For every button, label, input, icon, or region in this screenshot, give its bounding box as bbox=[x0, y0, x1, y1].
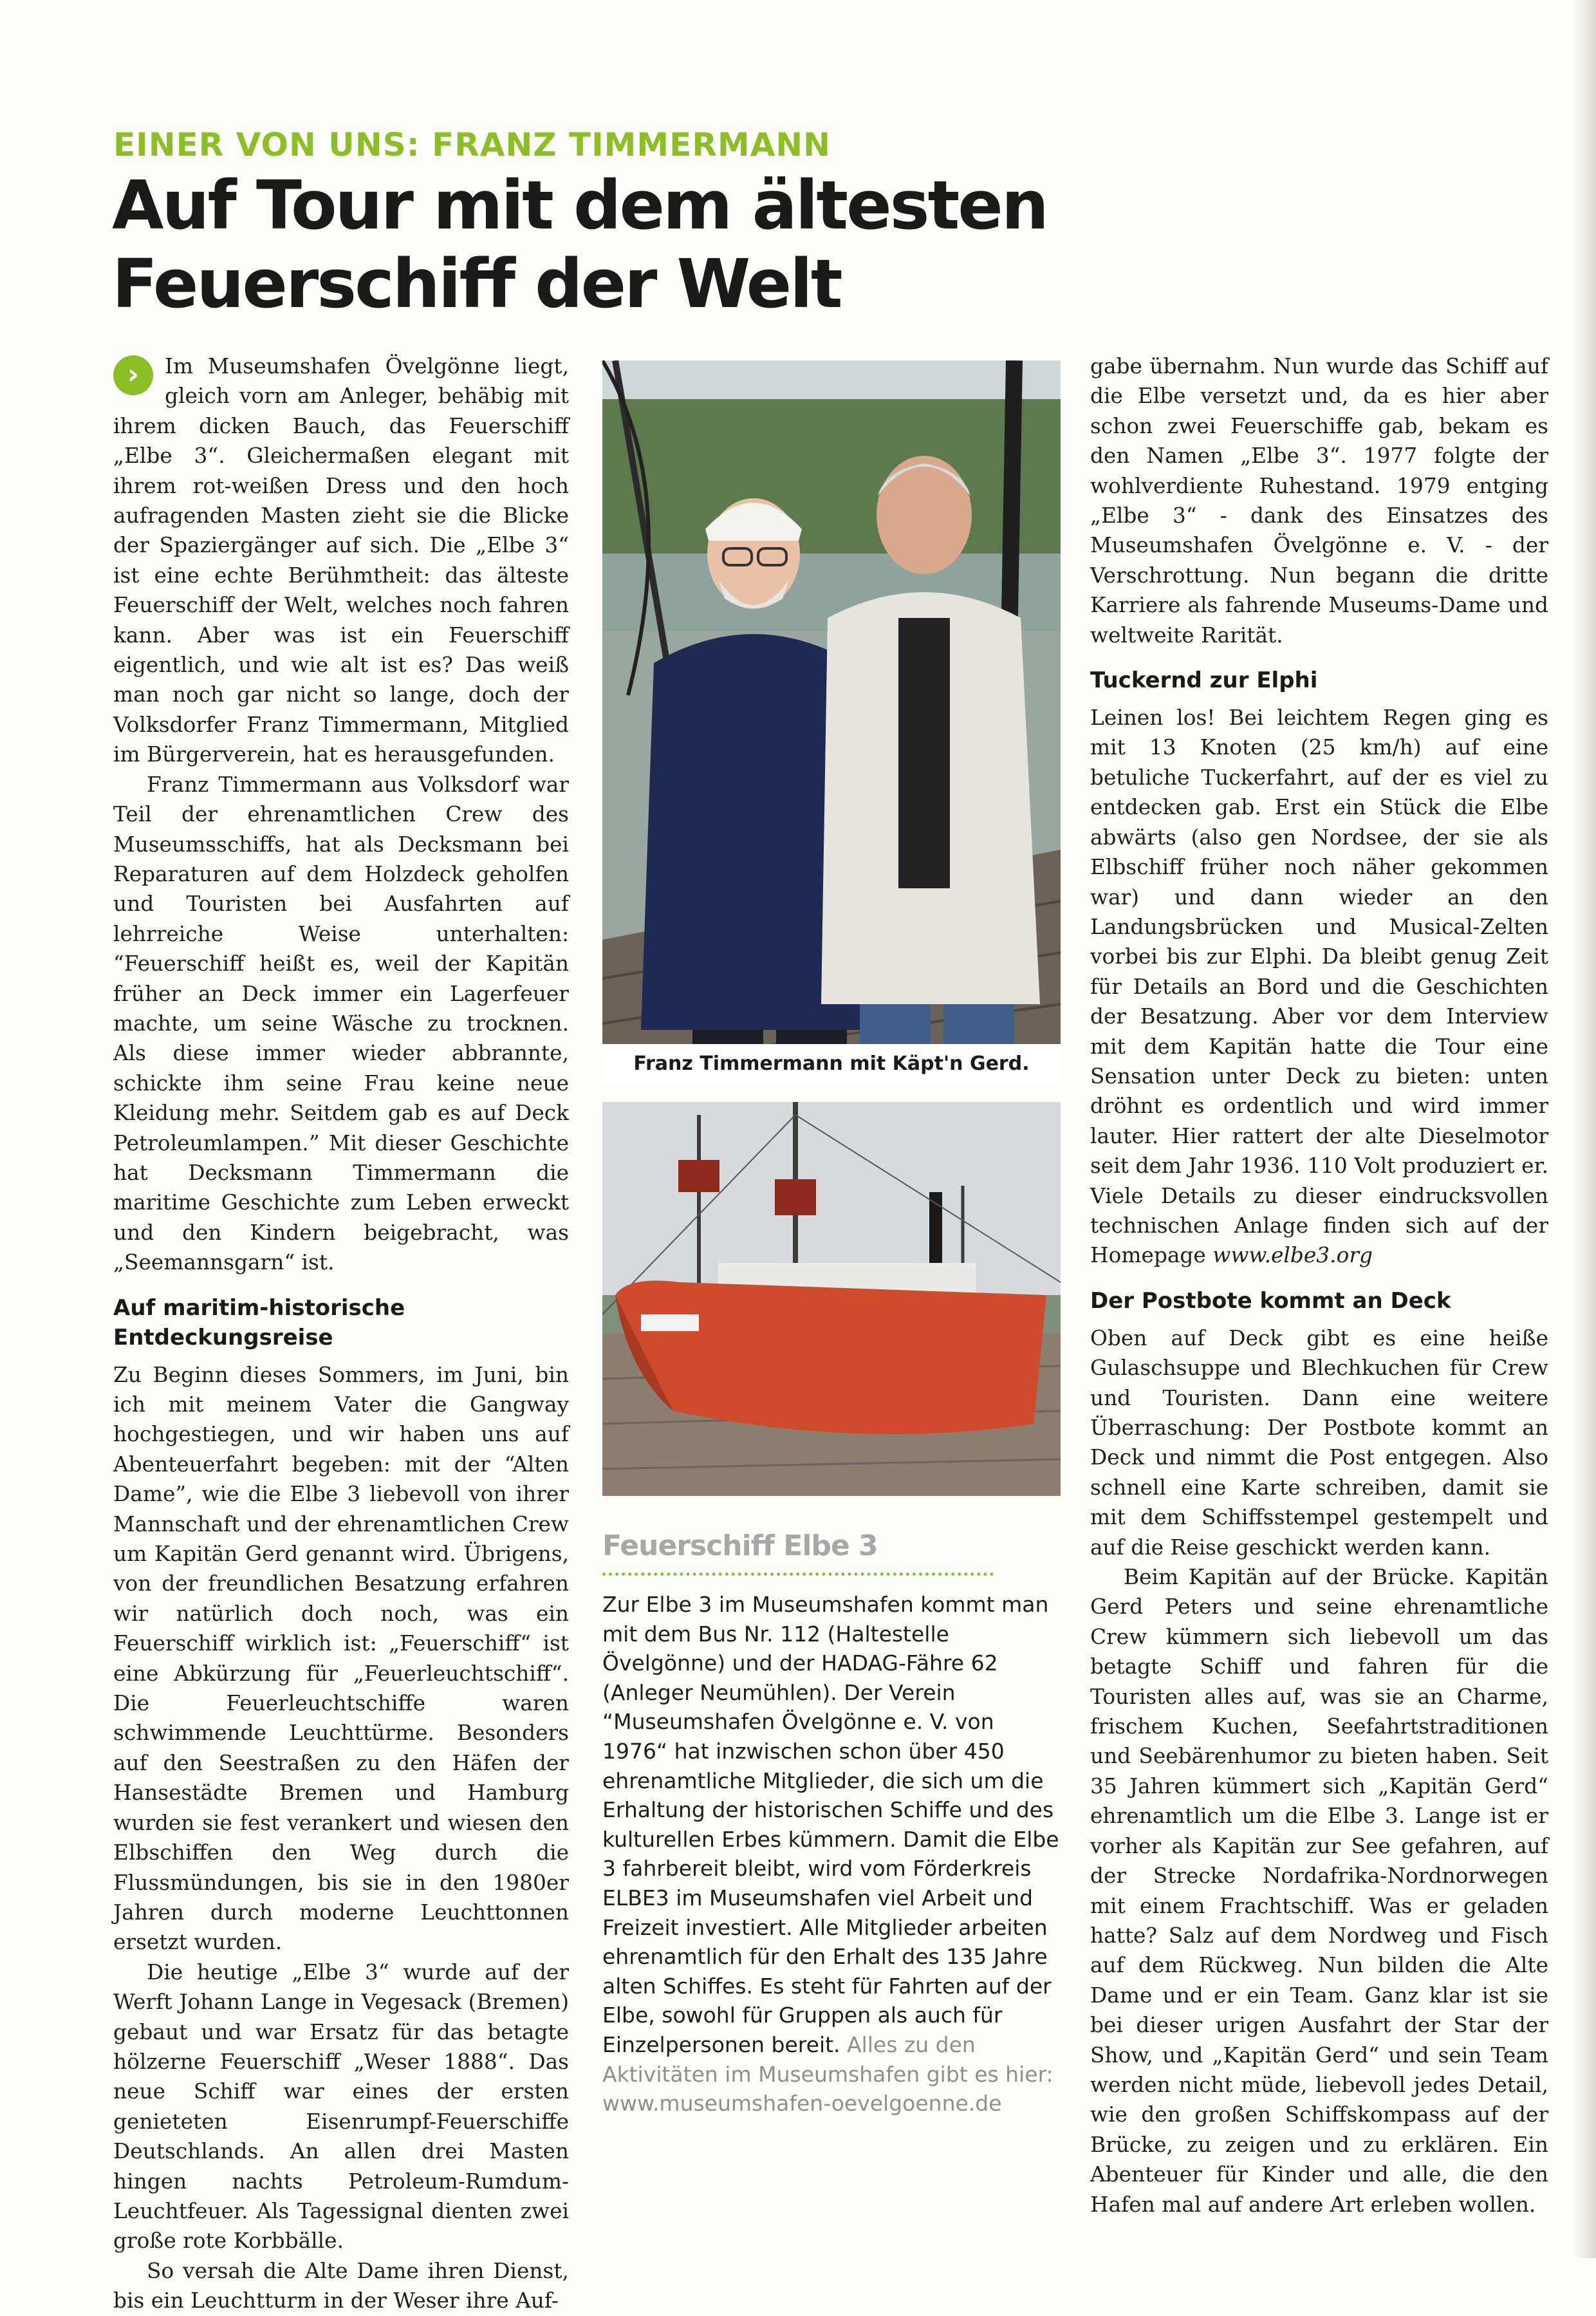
info-box bbox=[602, 1529, 1061, 2118]
ship-illustration bbox=[602, 1102, 1061, 1496]
paragraph: Franz Timmermann aus Volksdorf war Teil der ehrenamtlichen Crew des Museumsschiffs, hat als Decksmann bei Reparaturen auf dem Holzdeck geholfen und Touristen bei Ausfahrten auf lehrreiche Weise unterhalten: “Feuerschiff heißt es, weil der Kapitän früher an Deck immer ein Lagerfeuer machte, um seine Wäsche zu trocknen. Als diese immer wieder abbrannte, schickte ihm seine Frau keine neue Kleidung mehr. Seitdem gab es auf Deck Petroleumlampen.” Mit dieser Geschichte hat Decksmann Timmermann die maritime Geschichte zum Leben erweckt und den Kindern beigebracht, was „Seemannsgarn“ ist. bbox=[113, 772, 569, 1275]
subheading: Auf maritim-historische Entdeckungsreise bbox=[113, 1294, 405, 1350]
photo-illustration bbox=[602, 360, 1061, 1084]
page-spine-shadow bbox=[1572, 0, 1596, 2258]
info-box-title: Feuerschiff Elbe 3 bbox=[602, 1529, 878, 1562]
paragraph: gabe übernahm. Nun wurde das Schiff auf die Elbe versetzt und, da es hier aber schon zwei Feuerschiffe gab, bekam es den Namen „Elbe 3“. 1977 folgte der wohlverdiente Ruhestand. 1979 entging „Elbe 3“ - dank des Einsatzes des Museumshafen Övelgönne e. V. - der Verschrottung. Nun begann die dritte Karriere als fahrende Museums-Dame und weltweite Rarität. bbox=[1090, 354, 1548, 648]
kicker: EINER VON UNS: FRANZ TIMMERMANN bbox=[113, 126, 831, 163]
paragraph: Die heutige „Elbe 3“ wurde auf der Werft Johann Lange in Vegesack (Bremen) gebaut und war Ersatz für das betagte hölzerne Feuerschiff „Weser 1888“. Das neue Schiff war eines der ersten genieteten Eisenrumpf-Feuerschiffe Deutschlands. An allen drei Masten hingen nachts Petroleum-Rumdum-Leuchtfeuer. Als Tagessignal dienten zwei große rote Korbbälle. bbox=[113, 1959, 569, 2254]
photo-caption: Franz Timmermann mit Käpt'n Gerd. bbox=[602, 1044, 1061, 1084]
paragraph: Beim Kapitän auf der Brücke. Kapitän Gerd Peters und seine ehrenamtliche Crew kümmern sich liebevoll um das betagte Schiff und fahren für die Touristen alles auf, was sie an Charme, frischem Kuchen, Seefahrtstraditionen und Seebärenhumor zu bieten haben. Seit 35 Jahren kümmert sich „Kapitän Gerd“ ehrenamtlich um die Elbe 3. Lange ist er vorher als Kapitän zur See gefahren, auf der Strecke Nordafrika-Nordnorwegen mit einem Frachtschiff. Was er geladen hatte? Salz auf dem Nordweg und Fisch auf dem Rückweg. Nun bilden die Alte Dame und er ein Team. Ganz klar ist sie bei dieser urigen Ausfahrt der Star der Show, und „Kapitän Gerd“ und sein Team werden nicht müde, liebevoll jedes Detail, wie den großen Schiffskompass auf der Brücke, zu zeigen und zu erklären. Ein Abenteuer für Kinder und alle, die den Hafen mal auf andere Art erleben wollen. bbox=[1090, 1565, 1548, 2217]
photo-lightship-elbe3 bbox=[602, 1102, 1061, 1496]
column-1 bbox=[113, 351, 569, 2316]
headline-line-1: Auf Tour mit dem ältesten bbox=[112, 166, 1047, 245]
photo-timmermann-and-captain bbox=[602, 360, 1061, 1084]
paragraph: Oben auf Deck gibt es eine heiße Gulaschsuppe und Blechkuchen für Crew und Touristen. Dann eine weitere Überraschung: Der Postbote kommt an Deck und nimmt die Post entgegen. Also schnell eine Karte schreiben, damit sie mit dem Schiffsstempel gestempelt und auf die Reise geschickt werden kann. bbox=[1090, 1325, 1548, 1560]
dotted-divider bbox=[602, 1566, 994, 1576]
column-3 bbox=[1090, 351, 1548, 2219]
lead-paragraph bbox=[113, 351, 569, 770]
chevron-right-circle-icon: › bbox=[113, 355, 153, 395]
elbe3-website-link[interactable]: www.elbe3.org bbox=[1212, 1243, 1373, 1268]
paragraph: So versah die Alte Dame ihren Dienst, bis ein Leuchtturm in der Weser ihre Auf- bbox=[113, 2258, 569, 2313]
subheading: Der Postbote kommt an Deck bbox=[1090, 1287, 1451, 1314]
paragraph: Zu Beginn dieses Sommers, im Juni, bin ich mit meinem Vater die Gangway hochgestiegen, und wir haben uns auf Abenteuerfahrt begeben: mit der “Alten Dame”, wie die Elbe 3 liebevoll von ihrer Mannschaft und der ehrenamtlichen Crew um Kapitän Gerd genannt wird. Übrigens, von der freundlichen Besatzung erfahren wir natürlich doch noch, was ein Feuerschiff wirklich ist: „Feuerschiff“ ist eine Abkürzung für „Feuerleuchtschiff“. Die Feuerleuchtschiffe waren schwimmende Leuchttürme. Besonders auf den Seestraßen zu den Häfen der Hansestädte Bremen und Hamburg wurden sie fest verankert und wiesen den Elbschiffen den Weg durch die Flussmündungen, bis sie in den 1980er Jahren durch moderne Leuchttonnen ersetzt wurden. bbox=[113, 1362, 569, 1955]
info-box-body bbox=[602, 1590, 1061, 2118]
paragraph bbox=[1090, 703, 1548, 1271]
subheading: Tuckernd zur Elphi bbox=[1090, 668, 1318, 694]
paragraph-text: Leinen los! Bei leichtem Regen ging es mit 13 Knoten (25 km/h) auf eine betuliche Tuckerfahrt, auf der es viel zu entdecken gab. Erst ein Stück die Elbe abwärts (also gen Nordsee, der sie als Elbschiff früher noch näher gekommen war) und dann wieder an den Landungsbrücken und Musical-Zelten vorbei bis zur Elphi. Da bleibt genug Zeit für Details an Bord und die Geschichten der Besatzung. Aber vor dem Interview mit dem Kapitän hatte die Tour eine Sensation unter Deck zu bieten: unten dröhnt es ordentlich und wird immer lauter. Hier rattert der alte Dieselmotor seit dem Jahr 1936. 110 Volt produziert er. Viele Details zu dieser eindrucksvollen technischen Anlage finden sich auf der Homepage bbox=[1090, 705, 1548, 1268]
headline bbox=[112, 166, 1142, 323]
info-box-text: Zur Elbe 3 im Museumshafen kommt man mit dem Bus Nr. 112 (Haltestelle Övelgönne) und der HADAG-Fähre 62 (Anleger Neumühlen). Der Verein “Museumshafen Övelgönne e. V. von 1976“ hat inzwischen schon über 450 ehrenamtliche Mitglieder, die sich um die Erhaltung der historischen Schiffe und des kulturellen Erbes kümmern. Damit die Elbe 3 fahrbereit bleibt, wird vom Förderkreis ELBE3 im Museumshafen viel Arbeit und Freizeit investiert. Alle Mitglieder arbeiten ehrenamtlich für den Erhalt des 135 Jahre alten Schiffes. Es steht für Fahrten auf der Elbe, sowohl für Gruppen als auch für Einzelpersonen bereit. bbox=[602, 1592, 1059, 2057]
headline-line-2: Feuerschiff der Welt bbox=[112, 245, 841, 323]
museum-website-link[interactable]: www.museumshafen-oevelgoenne.de bbox=[602, 2091, 1002, 2116]
info-box-faded-text: Alles zu den Aktivitäten im Museumshafen gibt es hier: bbox=[602, 2031, 1053, 2087]
lead-text: Im Museumshafen Övelgönne liegt, gleich vorn am Anleger, behäbig mit ihrem dicken Bauch, das Feuerschiff „Elbe 3“. Gleichermaßen elegant mit ihrem rot-weißen Dress und den hoch aufragenden Masten zieht sie die Blicke der Spaziergänger auf sich. Die „Elbe 3“ ist eine echte Berühmtheit: das älteste Feuerschiff der Welt, welches noch fahren kann. Aber was ist ein Feuerschiff eigentlich, und wie alt ist es? Das weiß man noch gar nicht so lange, doch der Volksdorfer Franz Timmermann, Mitglied im Bürgerverein, hat es herausgefunden. bbox=[113, 354, 569, 767]
